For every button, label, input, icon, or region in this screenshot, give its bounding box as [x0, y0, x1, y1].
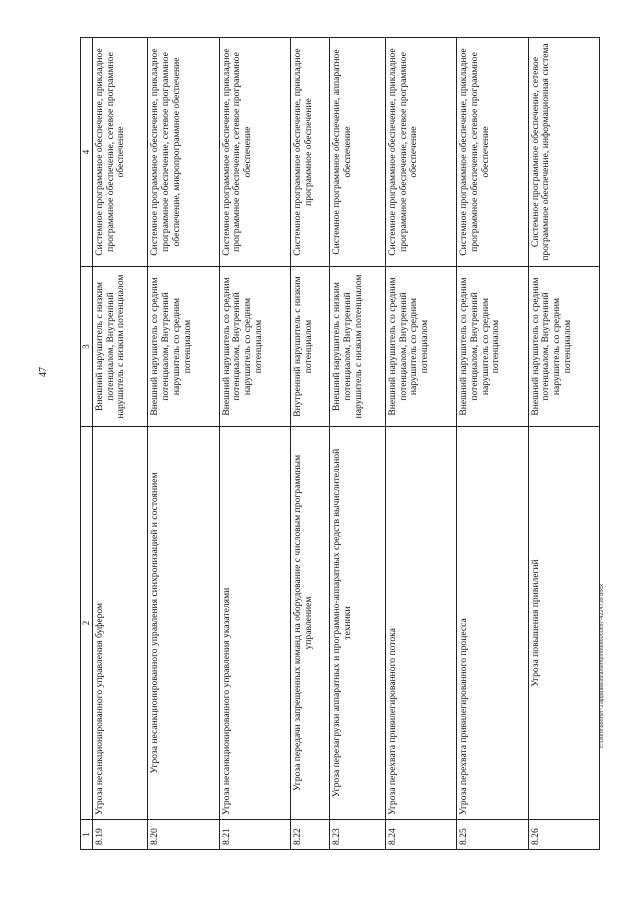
table-header-row	[81, 38, 93, 850]
page-number: 47	[38, 367, 49, 377]
threat-name: Угроза передачи запрещенных команд на оборудование с числовым программным управлением	[291, 427, 330, 820]
threat-violator: Внешний нарушитель со средним потенциалом, Внутренний нарушитель со средним потенциалом	[385, 267, 456, 427]
footer-file-path: c:\users\sborsh~1\appdata\local\temp\notes6050c8\~4224739.docx	[599, 584, 605, 748]
threat-number: 8.21	[219, 820, 290, 850]
threat-object: Системное программное обеспечение, прикладное программное обеспечение, сетевое программное обеспечение, микропрограммное обеспечение	[148, 38, 219, 267]
table-row	[330, 38, 385, 850]
threat-name: Угроза повышения привилегий	[528, 427, 599, 820]
threat-number: 8.19	[93, 820, 148, 850]
threat-violator: Внутренний нарушитель с низким потенциалом	[291, 267, 330, 427]
threat-name: Угроза перехвата привилегированного процесса	[457, 427, 528, 820]
threat-object: Системное программное обеспечение, сетевое программное обеспечение, информационная система	[528, 38, 599, 267]
threat-violator: Внешний нарушитель с низким потенциалом, Внутренний нарушитель с низким потенциалом	[330, 267, 385, 427]
threat-number: 8.23	[330, 820, 385, 850]
table-row	[457, 38, 528, 850]
threat-object: Системное программное обеспечение, прикладное программное обеспечение, сетевое программное обеспечение	[219, 38, 290, 267]
table-row	[93, 38, 148, 850]
threat-name: Угроза несанкционированного управления синхронизацией и состоянием	[148, 427, 219, 820]
threat-name: Угроза перехвата привилегированного потока	[385, 427, 456, 820]
threat-number: 8.20	[148, 820, 219, 850]
threat-table	[80, 37, 600, 850]
threat-object: Системное программное обеспечение, прикладное программное обеспечение, сетевое программное обеспечение	[457, 38, 528, 267]
threat-object: Системное программное обеспечение, аппаратное обеспечение	[330, 38, 385, 267]
table-row	[528, 38, 599, 850]
threat-number: 8.25	[457, 820, 528, 850]
threat-object: Системное программное обеспечение, прикладное программное обеспечение	[291, 38, 330, 267]
threat-violator: Внешний нарушитель со средним потенциалом, Внутренний нарушитель со средним потенциалом	[528, 267, 599, 427]
threat-violator: Внешний нарушитель со средним потенциалом, Внутренний нарушитель со средним потенциалом	[457, 267, 528, 427]
threat-name: Угроза несанкционированного управления буфером	[93, 427, 148, 820]
threat-name: Угроза перезагрузки аппаратных и программно-аппаратных средств вычислительной техники	[330, 427, 385, 820]
table-row	[148, 38, 219, 850]
threat-name: Угроза несанкционированного управления указателями	[219, 427, 290, 820]
column-header: 4	[81, 38, 93, 267]
table-row	[291, 38, 330, 850]
threat-number: 8.22	[291, 820, 330, 850]
threat-violator: Внешний нарушитель со средним потенциалом, Внутренний нарушитель со средним потенциалом	[219, 267, 290, 427]
threat-object: Системное программное обеспечение, прикладное программное обеспечение, сетевое программное обеспечение	[385, 38, 456, 267]
threat-table-container	[80, 38, 600, 850]
threat-number: 8.26	[528, 820, 599, 850]
threat-violator: Внешний нарушитель со средним потенциалом, Внутренний нарушитель со средним потенциалом	[148, 267, 219, 427]
column-header: 3	[81, 267, 93, 427]
column-header: 2	[81, 427, 93, 820]
threat-number: 8.24	[385, 820, 456, 850]
threat-object: Системное программное обеспечение, прикладное программное обеспечение, сетевое программное обеспечение	[93, 38, 148, 267]
column-header: 1	[81, 820, 93, 850]
threat-violator: Внешний нарушитель с низким потенциалом, Внутренний нарушитель с низким потенциалом	[93, 267, 148, 427]
table-row	[219, 38, 290, 850]
table-row	[385, 38, 456, 850]
